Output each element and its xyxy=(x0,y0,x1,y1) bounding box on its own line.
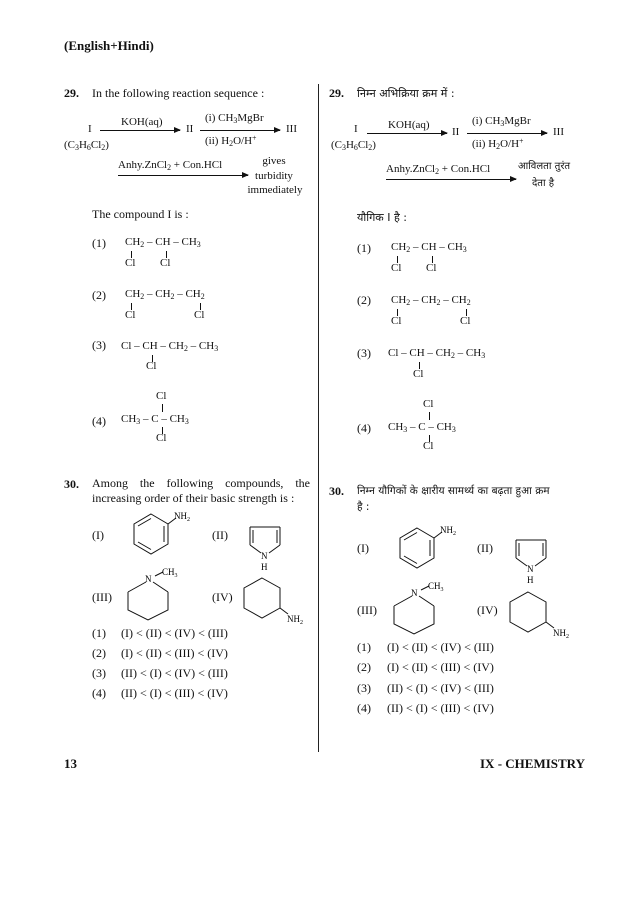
option-text: (I) < (II) < (III) < (IV) xyxy=(387,660,494,674)
option-number: (3) xyxy=(92,338,106,352)
question-prompt: यौगिक I है : xyxy=(357,211,407,224)
nh2-label: $NH_2$ xyxy=(174,511,190,523)
structure-label: (II) xyxy=(477,541,493,555)
n-methylpiperidine-structure xyxy=(118,566,198,628)
lucas-test-arrow xyxy=(386,179,516,180)
question-stem-line2: है : xyxy=(357,501,370,513)
svg-text:N: N xyxy=(261,551,268,561)
page-number: 13 xyxy=(64,756,77,771)
structure-label: (IV) xyxy=(212,590,233,604)
svg-text:N: N xyxy=(145,574,152,584)
option-number: (2) xyxy=(357,660,371,674)
column-divider xyxy=(318,84,319,752)
observation-line-2: देता है xyxy=(532,178,555,189)
question-number: 30. xyxy=(64,477,79,491)
option-number: (3) xyxy=(357,681,371,695)
option-text: (I) < (II) < (IV) < (III) xyxy=(387,640,494,654)
observation-line-3: immediately xyxy=(247,184,303,196)
grignard-reagent: (i) $CH_3MgBr$ xyxy=(205,112,264,125)
hydrolysis-reagent: (ii) $H_2O/H^+$ xyxy=(472,136,524,151)
koh-reagent: KOH(aq) xyxy=(388,119,430,131)
svg-text:H: H xyxy=(527,575,534,585)
svg-text:N: N xyxy=(527,564,534,574)
grignard-reagent: (i) $CH_3MgBr$ xyxy=(472,115,531,128)
option-text: (I) < (II) < (III) < (IV) xyxy=(121,646,228,660)
aniline-structure xyxy=(382,520,462,572)
compound-I-label: I xyxy=(88,123,92,135)
koh-reagent: KOH(aq) xyxy=(121,116,163,128)
compound-I-label: I xyxy=(354,123,358,135)
lucas-reagent: Anhy.ZnCl$_2$ + Con.HCl xyxy=(118,159,223,172)
svg-text:H: H xyxy=(261,562,268,572)
option-text: (II) < (I) < (IV) < (III) xyxy=(121,666,228,680)
option-text: (II) < (I) < (IV) < (III) xyxy=(387,681,494,695)
reaction-arrow-2 xyxy=(467,133,547,134)
pyrrole-structure xyxy=(242,515,292,573)
lucas-reagent: Anhy.ZnCl$_2$ + Con.HCl xyxy=(386,163,491,176)
bond-line xyxy=(429,412,430,420)
reaction-arrow-1 xyxy=(367,133,447,134)
compound-III-label: III xyxy=(286,123,297,135)
option-number: (1) xyxy=(357,640,371,654)
structure-label: (III) xyxy=(92,590,112,604)
option-number: (1) xyxy=(92,626,106,640)
option-number: (3) xyxy=(357,346,371,360)
question-number: 30. xyxy=(329,484,344,498)
compound-II-label: II xyxy=(452,126,460,138)
reaction-arrow-1 xyxy=(100,130,180,131)
cyclohexylamine-structure xyxy=(506,586,582,640)
question-stem: निम्न अभिक्रिया क्रम में : xyxy=(357,87,455,100)
compound-III-label: III xyxy=(553,126,564,138)
document-header: (English+Hindi) xyxy=(64,38,154,53)
option-text: (II) < (I) < (III) < (IV) xyxy=(387,701,494,715)
pyrrole-structure xyxy=(508,528,558,586)
svg-text:N: N xyxy=(411,588,418,598)
option-number: (4) xyxy=(92,686,106,700)
observation-line-2: turbidity xyxy=(255,170,293,182)
observation-line-1: gives xyxy=(262,155,286,167)
option-number: (4) xyxy=(92,414,106,428)
hydrolysis-reagent: (ii) $H_2O/H^+$ xyxy=(205,133,257,148)
structure-label: (III) xyxy=(357,603,377,617)
svg-text:CH3: $CH_3$ xyxy=(428,581,444,593)
question-stem-line2: increasing order of their basic strength is : xyxy=(92,491,295,505)
bond-line xyxy=(162,404,163,412)
svg-text:NH2: $NH_2$ xyxy=(287,614,303,626)
cyclohexylamine-structure xyxy=(240,572,316,626)
structure-label: (IV) xyxy=(477,603,498,617)
subject-label: IX - CHEMISTRY xyxy=(480,756,585,771)
reaction-arrow-2 xyxy=(200,130,280,131)
svg-text:NH2: $NH_2$ xyxy=(440,525,456,537)
molecular-formula: $(C_3H_6Cl_2)$ xyxy=(64,139,109,152)
question-stem-line1: Among the following compounds, the xyxy=(92,476,310,490)
question-number: 29. xyxy=(64,86,79,100)
option-text: (II) < (I) < (III) < (IV) xyxy=(121,686,228,700)
question-stem: In the following reaction sequence : xyxy=(92,86,265,100)
n-methylpiperidine-structure xyxy=(384,580,464,642)
question-number: 29. xyxy=(329,86,344,100)
svg-text:CH3: $CH_3$ xyxy=(162,567,178,579)
option-number: (2) xyxy=(357,293,371,307)
option-number: (4) xyxy=(357,421,371,435)
question-prompt: The compound I is : xyxy=(92,207,189,221)
compound-II-label: II xyxy=(186,123,194,135)
option-number: (1) xyxy=(357,241,371,255)
lucas-test-arrow xyxy=(118,175,248,176)
option-number: (4) xyxy=(357,701,371,715)
option-number: (2) xyxy=(92,646,106,660)
structure-label: (I) xyxy=(357,541,369,555)
option-number: (2) xyxy=(92,288,106,302)
option-number: (3) xyxy=(92,666,106,680)
observation-line-1: आविलता तुरंत xyxy=(518,161,571,172)
structure-label: (II) xyxy=(212,528,228,542)
molecular-formula: $(C_3H_6Cl_2)$ xyxy=(331,139,376,152)
svg-text:NH2: $NH_2$ xyxy=(553,628,569,640)
structure-label: (I) xyxy=(92,528,104,542)
option-text: (I) < (II) < (IV) < (III) xyxy=(121,626,228,640)
option-number: (1) xyxy=(92,236,106,250)
question-stem-line1: निम्न यौगिकों के क्षारीय सामर्थ्य का बढ़ता हुआ क्रम xyxy=(357,485,550,497)
aniline-structure xyxy=(116,506,196,558)
